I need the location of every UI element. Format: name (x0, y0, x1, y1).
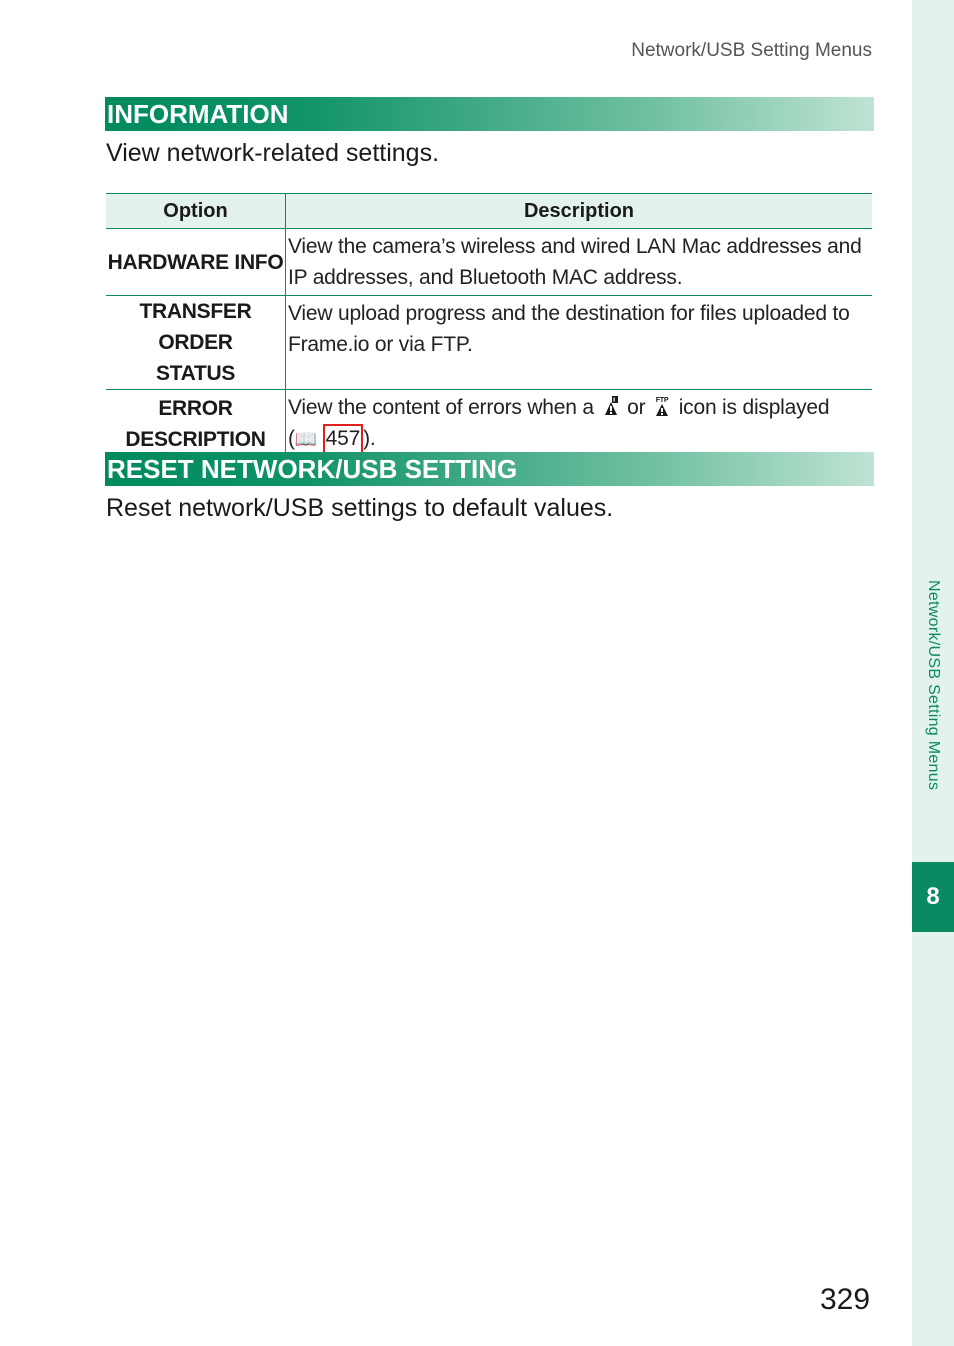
table-row (106, 296, 872, 390)
description-text: ( (288, 427, 295, 450)
ftp-error-icon (653, 395, 671, 417)
column-header-description: Description (286, 194, 873, 229)
description-text: ). (363, 427, 376, 450)
page-number: 329 (820, 1283, 871, 1316)
description-text: icon is displayed (678, 396, 830, 419)
table-row (106, 229, 872, 296)
option-name: STATUS (155, 362, 236, 385)
table-header-row (106, 194, 872, 229)
option-description (286, 390, 873, 458)
option-description: View upload progress and the destination for files uploaded to Frame.io or via FTP. (286, 296, 873, 390)
option-name-cell (106, 229, 286, 296)
options-table (106, 193, 872, 457)
running-head: Network/USB Setting Menus (631, 40, 872, 61)
section-heading-reset (105, 452, 874, 486)
option-description: View the camera’s wireless and wired LAN Mac addresses and IP addresses, and Bluetooth MAC address. (286, 229, 873, 296)
section-lead-text: View network-related settings. (106, 139, 440, 167)
table-row (106, 390, 872, 458)
description-text: or (627, 396, 646, 419)
description-text: View the content of errors when a (288, 396, 594, 419)
frameio-error-icon (602, 395, 620, 417)
option-name-cell (106, 296, 286, 390)
option-name: HARDWARE INFO (107, 250, 284, 274)
section-title: INFORMATION (107, 99, 289, 129)
column-header-option: Option (106, 194, 286, 229)
option-name: TRANSFER ORDER (139, 300, 252, 354)
chapter-tab[interactable] (912, 862, 954, 932)
option-name: DESCRIPTION (125, 427, 266, 451)
side-chapter-label-text: Network/USB Setting Menus (925, 580, 942, 791)
option-name-cell (106, 390, 286, 458)
section-heading-information (105, 97, 874, 131)
option-name: ERROR (158, 396, 233, 420)
section-title: RESET NETWORK/USB SETTING (107, 454, 518, 484)
section-lead-text: Reset network/USB settings to default values. (106, 494, 614, 522)
book-reference-icon: 📖 (294, 429, 318, 449)
chapter-number: 8 (926, 883, 940, 910)
svg-text:FTP: FTP (655, 397, 669, 404)
page-reference-link[interactable]: 457 (323, 424, 363, 454)
side-chapter-label (912, 580, 954, 855)
